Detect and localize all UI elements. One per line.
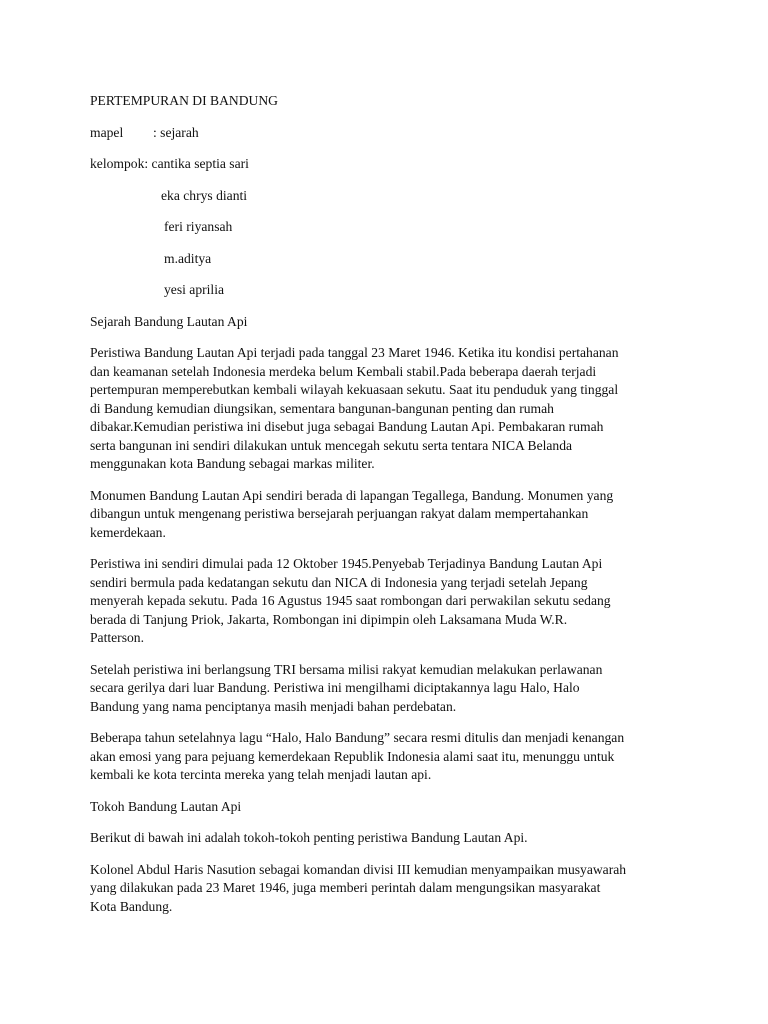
paragraph-line: Beberapa tahun setelahnya lagu “Halo, Halo Bandung” secara resmi ditulis dan menjadi kenangan: [90, 730, 625, 745]
paragraph-line: kembali ke kota tercinta mereka yang telah menjadi lautan api.: [90, 767, 432, 782]
paragraph-line: di Bandung kemudian diungsikan, sementara bangunan-bangunan penting dan rumah: [90, 400, 554, 416]
member-name: yesi aprilia: [164, 282, 225, 297]
paragraph-7: [90, 861, 690, 917]
meta-mapel-key: mapel: [90, 124, 124, 140]
meta-kelompok-key: kelompok: [90, 156, 145, 171]
paragraph-line: yang dilakukan pada 23 Maret 1946, juga memberi perintah dalam mengungsikan masyarakat: [90, 880, 601, 895]
paragraph-2: [90, 487, 690, 543]
paragraph-line: Setelah peristiwa ini berlangsung TRI bersama milisi rakyat kemudian melakukan perlawanan: [90, 661, 603, 677]
section-heading-sejarah: Sejarah Bandung Lautan Api: [90, 313, 248, 329]
paragraph-line: Peristiwa Bandung Lautan Api terjadi pada tanggal 23 Maret 1946. Ketika itu kondisi pertahanan: [90, 345, 619, 360]
paragraph-line: Kolonel Abdul Haris Nasution sebagai komandan divisi III kemudian menyampaikan musyawarah: [90, 861, 627, 877]
meta-mapel-row: [90, 124, 690, 143]
paragraph-line: menyerah kepada sekutu. Pada 16 Agustus 1945 saat rombongan dari perwakilan sekutu sedang: [90, 593, 611, 608]
paragraph-line: dibakar.Kemudian peristiwa ini disebut juga sebagai Bandung Lautan Api. Pembakaran rumah: [90, 419, 604, 434]
paragraph-line: sendiri bermula pada kedatangan sekutu dan NICA di Indonesia yang terjadi setelah Jepang: [90, 574, 588, 590]
paragraph-line: kemerdekaan.: [90, 524, 166, 540]
paragraph-line: Kota Bandung.: [90, 898, 173, 914]
paragraph-line: dibangun untuk mengenang peristiwa bersejarah perjuangan rakyat dalam mempertahankan: [90, 506, 589, 521]
paragraph-line: pertempuran memperebutkan kembali wilayah kekuasaan sekutu. Saat itu penduduk yang tinggal: [90, 382, 619, 397]
paragraph-line: Bandung yang nama penciptanya masih menjadi bahan perdebatan.: [90, 698, 457, 714]
paragraph-line: akan emosi yang para pejuang kemerdekaan Republik Indonesia alami saat itu, menunggu untuk: [90, 748, 615, 764]
paragraph-line: dan keamanan setelah Indonesia merdeka belum Kembali stabil.Pada beberapa daerah terjadi: [90, 363, 597, 379]
meta-mapel-value: : sejarah: [153, 124, 199, 140]
paragraph-line: Patterson.: [90, 630, 144, 645]
member-name: eka chrys dianti: [161, 187, 248, 203]
paragraph-line: menggunakan kota Bandung sebagai markas militer.: [90, 456, 375, 471]
paragraph-6: [90, 829, 690, 848]
paragraph-3: [90, 555, 690, 648]
paragraph-5: [90, 729, 690, 785]
member-name: feri riyansah: [164, 219, 233, 234]
paragraph-line: Peristiwa ini sendiri dimulai pada 12 Oktober 1945.Penyebab Terjadinya Bandung Lautan Api: [90, 556, 603, 571]
paragraph-1: [90, 344, 690, 474]
member-name: m.aditya: [164, 250, 212, 266]
document-title: PERTEMPURAN DI BANDUNG: [90, 93, 278, 108]
paragraph-line: Berikut di bawah ini adalah tokoh-tokoh penting peristiwa Bandung Lautan Api.: [90, 830, 528, 845]
paragraph-line: serta bangunan ini sendiri dilakukan untuk mencegah sekutu serta tentara NICA Belanda: [90, 437, 573, 453]
paragraph-line: Monumen Bandung Lautan Api sendiri berada di lapangan Tegallega, Bandung. Monumen yang: [90, 487, 614, 503]
document-page: [90, 92, 690, 916]
meta-kelompok-row: [90, 155, 690, 174]
paragraph-line: secara gerilya dari luar Bandung. Peristiwa ini mengilhami diciptakannya lagu Halo, Halo: [90, 680, 580, 695]
paragraph-4: [90, 661, 690, 717]
paragraph-line: berada di Tanjung Priok, Jakarta, Rombongan ini dipimpin oleh Laksamana Muda W.R.: [90, 611, 568, 627]
meta-kelompok-value: : cantika septia sari: [144, 156, 249, 171]
section-heading-tokoh: Tokoh Bandung Lautan Api: [90, 798, 242, 814]
